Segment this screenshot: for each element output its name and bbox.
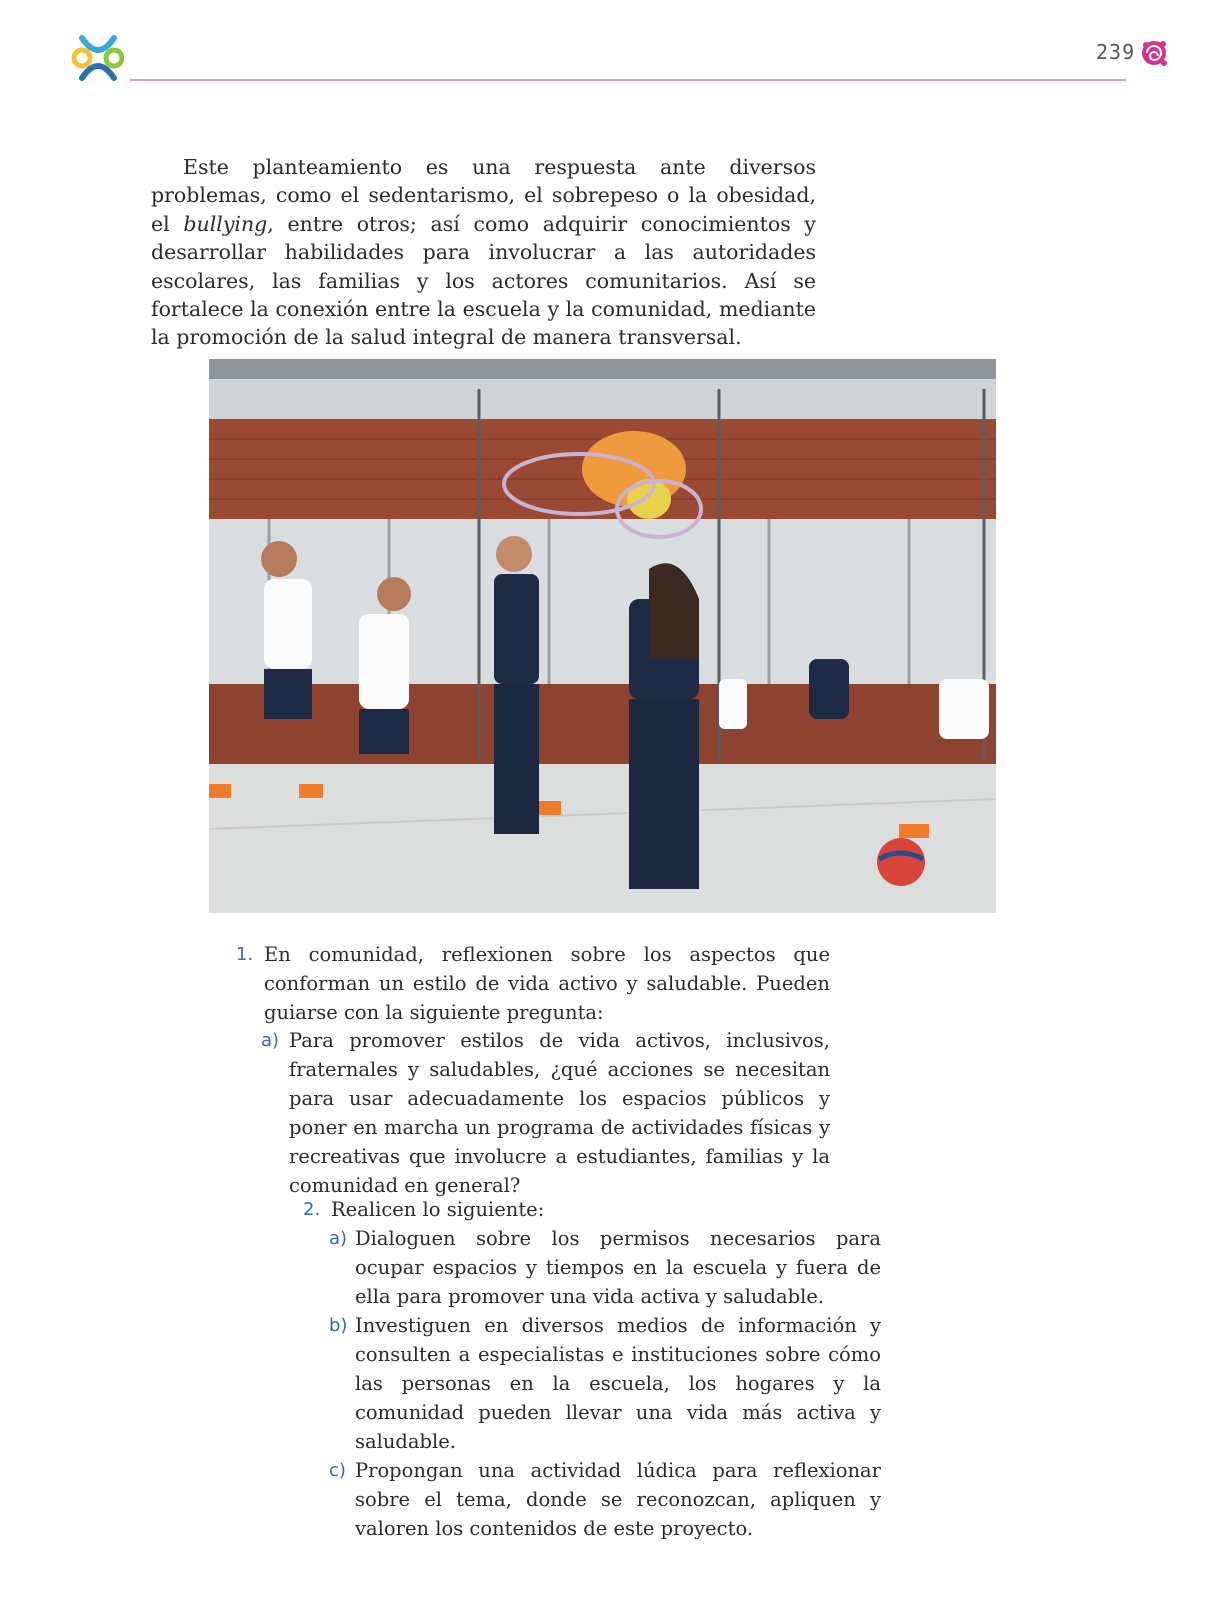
intro-text-part2: , entre otros; así como adquirir conocimientos y desarrollar habilidades para involucrar a las autoridades escolares, las familias y los actores comunitarios. Así se fortalece la conexión entre la escuela y la comunidad, mediante la promoción de la salud integral de manera transversal. (151, 211, 816, 350)
activity-number: 2. (303, 1199, 321, 1220)
list-item (329, 1224, 881, 1311)
subitem-letter: a) (261, 1030, 280, 1051)
activity-1-subitem-a (261, 1026, 830, 1200)
list-item (329, 1456, 881, 1543)
intro-paragraph (151, 153, 816, 352)
subitem-text: Dialoguen sobre los permisos necesarios para ocupar espacios y tiempos en la escuela y fuera de ella para promover una vida activa y saludable. (355, 1227, 881, 1308)
activity-text: Realicen lo siguiente: (331, 1198, 545, 1221)
subitem-text: Para promover estilos de vida activos, inclusivos, fraternales y saludables, ¿qué acciones se necesitan para usar adecuadamente los espacios públicos y poner en marcha un programa de actividades físicas y recreativas que involucre a estudiantes, familias y la comunidad en general? (289, 1029, 830, 1197)
subitem-letter: a) (329, 1228, 348, 1249)
header-rule (130, 79, 1126, 81)
subitem-letter: c) (329, 1460, 346, 1481)
intro-text-part1: Este planteamiento es una respuesta ante diversos problemas, como el sedentarismo, el sobrepeso o la obesidad, el (151, 155, 816, 236)
activity-text: En comunidad, reflexionen sobre los aspectos que conforman un estilo de vida activo y saludable. Pueden guiarse con la siguiente pregunta: (264, 943, 830, 1024)
page-number: 239 (1096, 40, 1136, 64)
subitem-text: Propongan una actividad lúdica para reflexionar sobre el tema, donde se reconozcan, apliquen y valoren los contenidos de este proyecto. (355, 1459, 881, 1540)
activity-2 (303, 1195, 881, 1543)
subitem-text: Investiguen en diversos medios de información y consulten a especialistas e instituciones sobre cómo las personas en la escuela, los hogares y la comunidad pueden llevar una vida más activa y saludable. (355, 1314, 881, 1453)
list-item (329, 1311, 881, 1456)
spiral-flower-icon (1140, 38, 1168, 68)
intro-italic-term: bullying (183, 211, 268, 236)
crossed-figures-logo-icon (72, 32, 124, 84)
activity-number: 1. (236, 944, 254, 965)
subitem-letter: b) (329, 1315, 348, 1336)
activity-2-sublist (329, 1224, 881, 1543)
activity-1 (236, 940, 830, 1027)
students-playground-photo (209, 359, 996, 913)
